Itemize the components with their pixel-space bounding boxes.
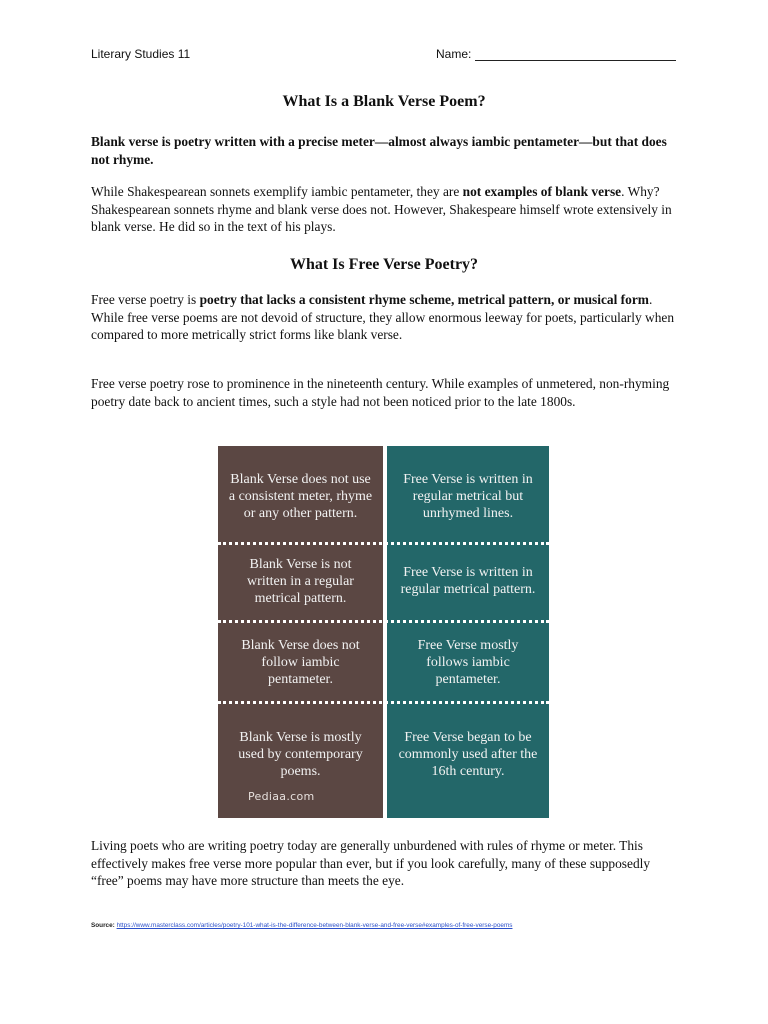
definition-text: Blank verse is poetry written with a precise meter—almost always iambic pentameter—but that does not rhyme. [91,134,667,167]
paragraph-blank-verse-definition [91,133,681,168]
name-blank-line [475,48,676,61]
paragraph-emphasis: not examples of blank verse [462,184,622,199]
paragraph-living-poets: Living poets who are writing poetry today are generally unburdened with rules of rhyme or meter. This effectively makes free verse more popular than ever, but if you look carefully, many of these supposedly “free” poems may have more structure than meets the eye. [91,838,651,888]
paragraph-free-verse-history: Free verse poetry rose to prominence in the nineteenth century. While examples of unmetered, non-rhyming poetry date back to ancient times, such a style had not been noticed prior to the late 1800s. [91,376,670,409]
source-link[interactable]: https://www.masterclass.com/articles/poetry-101-what-is-the-difference-between-blank-verse-and-free-verse#examples-of-free-verse-poems [116,922,513,929]
section-title-free-verse: What Is Free Verse Poetry? [289,256,479,273]
row-divider [218,701,549,704]
free-verse-point: Free Verse is written in regular metrical pattern. [400,565,536,597]
paragraph-emphasis: poetry that lacks a consistent rhyme scheme, metrical pattern, or musical form [199,292,649,307]
paragraph-free-verse-definition [91,291,681,344]
blank-verse-point: Blank Verse is mostly used by contemporary poems. [238,729,363,779]
row-divider [218,620,549,623]
source-citation [91,922,512,929]
paragraph-text: Free verse poetry is [91,292,200,307]
paragraph-text: While Shakespearean sonnets exemplify iambic pentameter, they are [91,184,463,199]
free-verse-point: Free Verse is written in regular metrical but unrhymed lines. [403,471,533,521]
free-verse-point: Free Verse mostly follows iambic pentameter. [417,637,519,687]
row-divider [218,542,549,545]
paragraph-text: . While free verse poems are not devoid of structure, they allow enormous leeway for poets, particularly when compared to more metrically strict forms like blank verse. [91,292,675,342]
blank-verse-point: Blank Verse does not follow iambic pentameter. [241,637,360,687]
comparison-infographic [218,446,549,818]
paragraph-shakespeare [91,183,681,236]
paragraph-text: . Why? Shakespearean sonnets rhyme and blank verse does not. However, Shakespeare himself wrote extensively in blank verse. He did so in the text of his plays. [91,184,672,234]
pediaa-watermark: Pediaa.com [248,790,315,803]
blank-verse-point: Blank Verse is not written in a regular metrical pattern. [247,556,354,606]
name-field [436,47,676,61]
name-label: Name: [436,47,472,61]
course-title: Literary Studies 11 [91,47,191,61]
blank-verse-point: Blank Verse does not use a consistent meter, rhyme or any other pattern. [228,471,373,521]
blank-verse-column [218,446,383,818]
free-verse-column [387,446,549,818]
section-title-blank-verse: What Is a Blank Verse Poem? [282,93,486,110]
free-verse-point: Free Verse began to be commonly used after the 16th century. [398,729,538,779]
source-label: Source: [91,922,115,929]
